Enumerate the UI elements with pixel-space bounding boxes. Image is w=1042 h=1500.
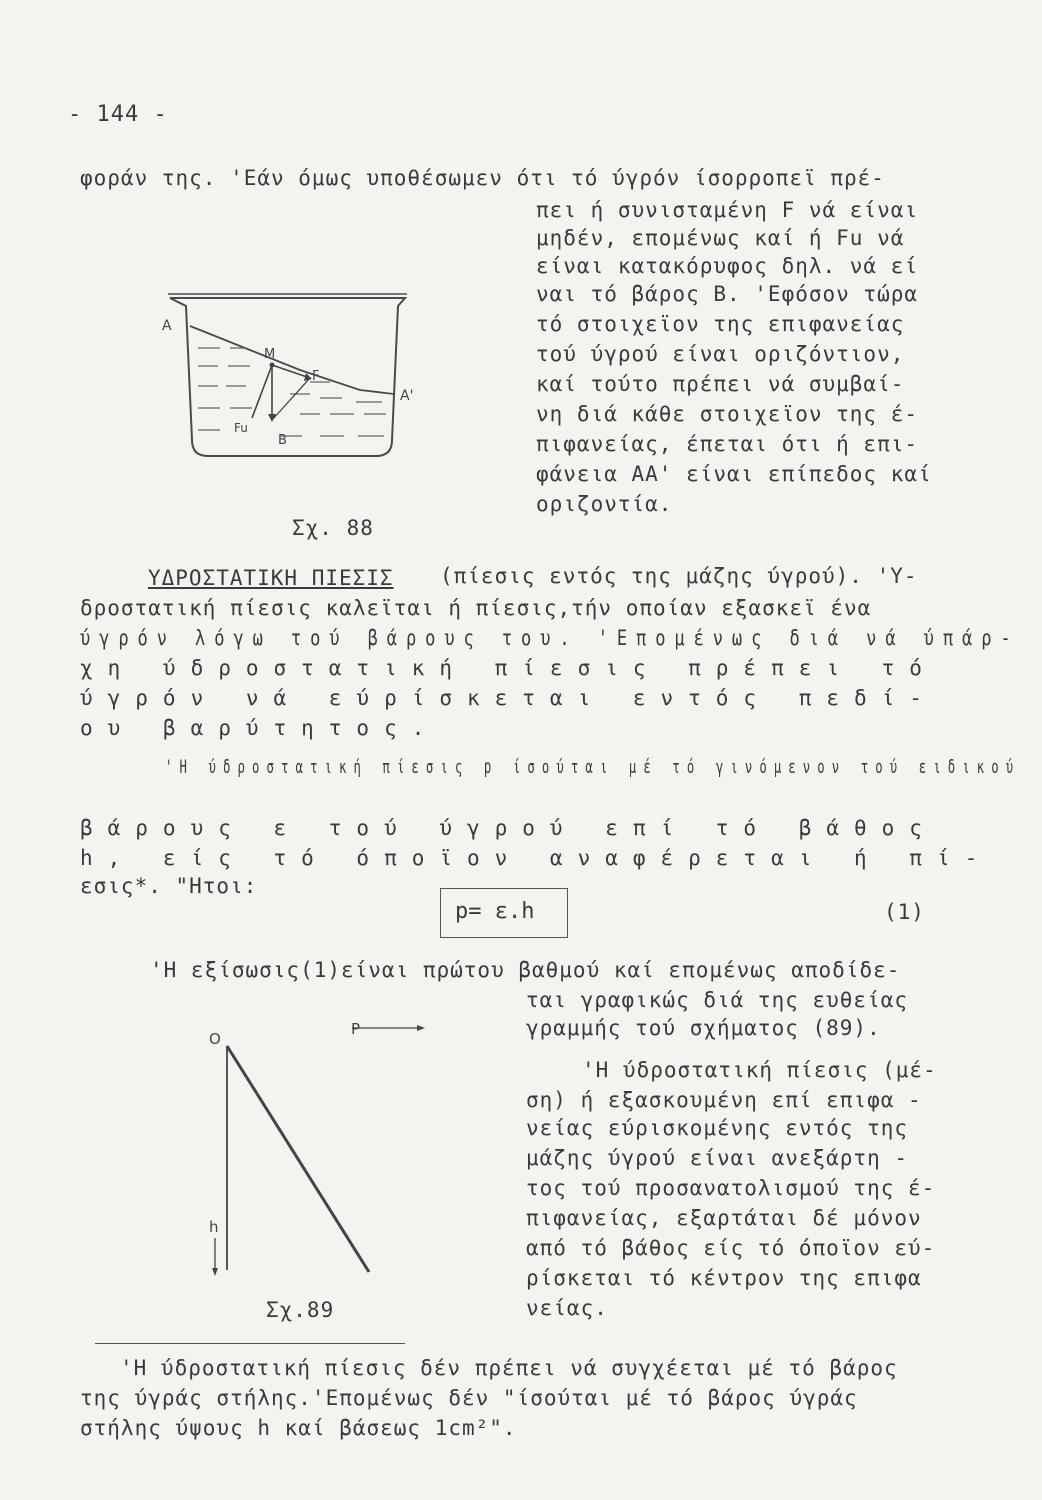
text-line: φάνεια AA' είναι επίπεδος καί	[536, 462, 932, 486]
text-line: ύγρόν νά εύρίσκεται εντός πεδί-	[80, 686, 937, 710]
text-line: 'Η ύδροστατική πίεσις p ίσούται μέ τό γινόμενον τού ειδικού	[165, 756, 1021, 778]
text-line: οριζοντία.	[536, 492, 673, 516]
page-number: - 144 -	[68, 102, 168, 127]
text-line: πιφανείας, έπεται ότι ή επι-	[536, 432, 919, 456]
figure-89-caption: Σχ.89	[266, 1298, 335, 1322]
text-line: ναι τό βάρος B. 'Εφόσον τώρα	[536, 282, 919, 306]
label-B: B	[278, 433, 287, 448]
text-line: φοράν της. 'Εάν όμως υποθέσωμεν ότι τό ύγρόν ίσορροπεϊ πρέ-	[80, 166, 885, 190]
figure-89-graph	[205, 1020, 395, 1290]
text-line: πιφανείας, εξαρτάται δέ μόνον	[526, 1206, 922, 1230]
text-line: χη ύδροστατική πίεσις πρέπει τό	[80, 656, 937, 680]
text-line: τού ύγρού είναι οριζόντιον,	[536, 342, 905, 366]
text-line: h, είς τό όποϊον αναφέρεται ή πί-	[80, 846, 993, 870]
label-M: M	[264, 347, 276, 362]
text-line: ρίσκεται τό κέντρον της επιφα	[526, 1266, 922, 1290]
text-line: βάρους ε τού ύγρού επί τό βάθος	[80, 816, 937, 840]
text-line: ση) ή εξασκουμένη επί επιφα -	[526, 1088, 922, 1112]
label-F: F	[312, 369, 320, 384]
text-line: ται γραφικώς διά της ευθείας	[526, 988, 909, 1012]
label-O: O	[209, 1030, 221, 1048]
figure-88-caption: Σχ. 88	[292, 516, 374, 540]
text-line: τό στοιχεϊον της επιφανείας	[536, 312, 905, 336]
footnote-line: της ύγράς στήλης.'Επομένως δέν "ίσούται μέ τό βάρος ύγράς	[80, 1386, 858, 1410]
label-A-prime: A'	[400, 388, 414, 404]
figure-88-vessel	[160, 290, 420, 490]
text-line: ύγρόν λόγω τού βάρους του. 'Επομένως διά νά ύπάρ-	[80, 626, 1020, 650]
label-h: h	[209, 1218, 219, 1236]
text-line: τος τού προσανατολισμού της έ-	[526, 1176, 936, 1200]
text-line: μηδέν, επομένως καί ή Fu νά	[536, 226, 905, 250]
text-line: 'Η ύδροστατική πίεσις (μέ-	[582, 1058, 937, 1082]
text-line: από τό βάθος είς τό όποϊον εύ-	[526, 1236, 936, 1260]
text-line: νείας εύρισκομένης εντός της	[526, 1116, 909, 1140]
text-line: ου βαρύτητος.	[80, 716, 440, 740]
formula-box	[440, 888, 568, 938]
text-line: νείας.	[526, 1296, 608, 1320]
text-line: νη διά κάθε στοιχεϊον της έ-	[536, 402, 919, 426]
label-Fu: Fu	[234, 421, 248, 435]
section-heading: ΥΔΡΟΣΤΑΤΙΚΗ ΠΙΕΣΙΣ	[148, 566, 394, 590]
formula-number: (1)	[884, 900, 925, 924]
text-line: 'Η εξίσωσις(1)είναι πρώτου βαθμού καί επομένως αποδίδε-	[150, 958, 901, 982]
label-P: P	[351, 1020, 361, 1038]
text-line: είναι κατακόρυφος δηλ. νά εί	[536, 254, 919, 278]
footnote-line: 'Η ύδροστατική πίεσις δέν πρέπει νά συγχέεται μέ τό βάρος	[120, 1356, 898, 1380]
text-line: πει ή συνισταμένη F νά είναι	[536, 198, 919, 222]
text-line: εσις*. "Ητοι:	[80, 874, 258, 898]
text-line: καί τούτο πρέπει νά συμβαί-	[536, 372, 905, 396]
formula: p= ε.h	[455, 899, 535, 924]
text-line: γραμμής τού σχήματος (89).	[526, 1016, 881, 1040]
footnote-line: στήλης ύψους h καί βάσεως 1cm²".	[80, 1416, 517, 1440]
section-heading-rest: (πίεσις εντός της μάζης ύγρού). 'Υ-	[440, 564, 918, 588]
text-line: δροστατική πίεσις καλεϊται ή πίεσις,τήν οποίαν εξασκεϊ ένα	[80, 596, 872, 620]
footnote-rule	[95, 1343, 405, 1344]
text-line: μάζης ύγρού είναι ανεξάρτη -	[526, 1146, 909, 1170]
label-A: A	[162, 318, 172, 334]
